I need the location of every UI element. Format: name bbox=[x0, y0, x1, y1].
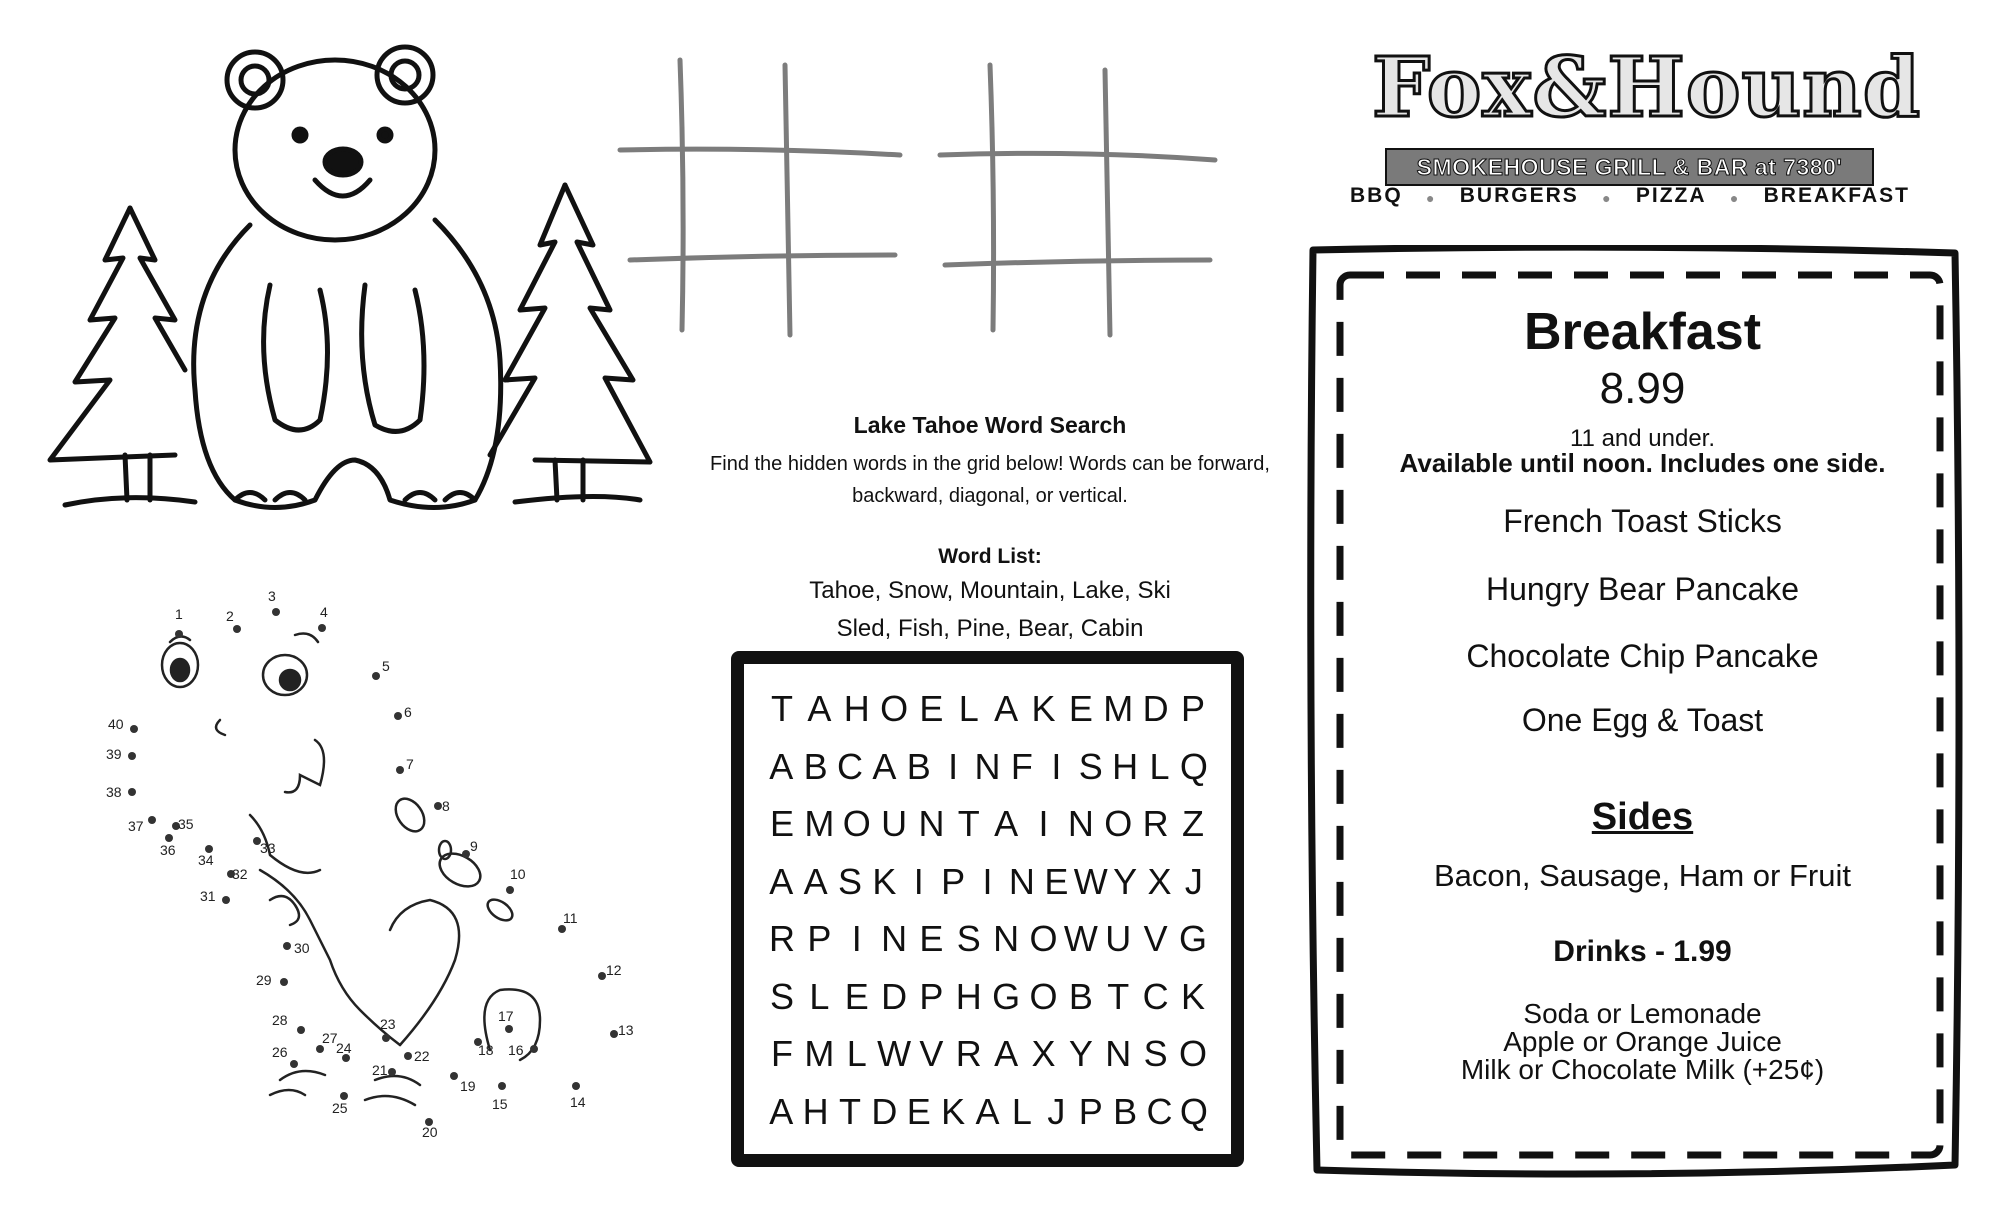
drink-item: Soda or Lemonade bbox=[1523, 998, 1762, 1029]
word-search-letter[interactable]: N bbox=[1105, 1033, 1132, 1074]
word-list-label: Word List: bbox=[938, 545, 1042, 568]
word-search-letter[interactable]: F bbox=[1010, 745, 1033, 787]
tag-separator-icon: ● bbox=[1602, 190, 1613, 206]
word-search-letter[interactable]: Y bbox=[1068, 1033, 1093, 1074]
word-search-letter[interactable]: J bbox=[1047, 1090, 1066, 1132]
tag-breakfast: BREAKFAST bbox=[1763, 184, 1910, 207]
word-search-letter[interactable]: K bbox=[1180, 975, 1205, 1017]
word-search-letter[interactable]: A bbox=[807, 688, 832, 729]
word-search-letter[interactable]: K bbox=[941, 1090, 966, 1132]
dot-label: 34 bbox=[198, 852, 214, 868]
word-search-letter[interactable]: S bbox=[1078, 745, 1103, 787]
dot-label: 28 bbox=[272, 1012, 288, 1028]
word-search-letter[interactable]: O bbox=[1104, 803, 1133, 844]
word-search-letter[interactable]: Z bbox=[1181, 803, 1204, 844]
tag-separator-icon: ● bbox=[1425, 190, 1437, 206]
drinks-title: Drinks - 1.99 bbox=[1553, 935, 1732, 968]
dot-label: 11 bbox=[563, 910, 578, 926]
word-search-letter[interactable]: H bbox=[802, 1090, 829, 1132]
word-search-letter[interactable]: Q bbox=[1179, 745, 1208, 787]
word-search-letter[interactable]: W bbox=[877, 1033, 912, 1074]
bear-illustration bbox=[35, 30, 655, 530]
dot-label: 3 bbox=[268, 588, 276, 604]
dot-label: 12 bbox=[606, 962, 622, 978]
word-search-letter[interactable]: L bbox=[1011, 1090, 1032, 1132]
word-search-letter[interactable]: P bbox=[807, 918, 832, 959]
word-search-letter[interactable]: B bbox=[803, 745, 828, 787]
tag-pizza: PIZZA bbox=[1635, 184, 1707, 207]
word-search-letter[interactable]: B bbox=[1113, 1090, 1138, 1132]
word-search-row bbox=[764, 1029, 1211, 1079]
word-search-letter[interactable]: E bbox=[919, 918, 944, 959]
word-search-letter[interactable]: S bbox=[956, 918, 981, 959]
word-list-line-2: Sled, Fish, Pine, Bear, Cabin bbox=[836, 615, 1144, 642]
dot-label: 1 bbox=[175, 606, 183, 622]
word-search-row bbox=[764, 914, 1211, 964]
word-search-letter[interactable]: X bbox=[1147, 860, 1172, 902]
word-search-letter[interactable]: V bbox=[1143, 918, 1168, 959]
dot-label: 39 bbox=[106, 746, 122, 762]
word-search-letter[interactable]: E bbox=[919, 688, 944, 729]
word-search-letter[interactable]: C bbox=[1146, 1090, 1173, 1132]
word-search-letter[interactable]: N bbox=[993, 918, 1020, 959]
menu-title: Breakfast bbox=[1523, 303, 1762, 361]
menu-age-note: 11 and under. bbox=[1569, 425, 1716, 452]
menu-item: One Egg & Toast bbox=[1521, 702, 1764, 738]
logo-tagline bbox=[1350, 184, 1910, 212]
word-search-row bbox=[764, 684, 1211, 734]
word-search-letter[interactable]: H bbox=[955, 975, 982, 1017]
word-search-letter[interactable]: U bbox=[881, 803, 908, 844]
word-search-letter[interactable]: S bbox=[1143, 1033, 1168, 1074]
dot-label: 13 bbox=[618, 1022, 634, 1038]
dot-label: 7 bbox=[406, 756, 414, 772]
word-search-letter[interactable]: G bbox=[992, 975, 1021, 1017]
word-search-letter[interactable]: A bbox=[975, 1090, 1000, 1132]
word-search-letter[interactable]: F bbox=[771, 1033, 793, 1074]
word-search-letter[interactable]: O bbox=[1029, 975, 1058, 1017]
word-search-letter[interactable]: Q bbox=[1179, 1090, 1208, 1132]
word-search-letter[interactable]: J bbox=[1184, 860, 1203, 902]
word-search-letter[interactable]: C bbox=[1142, 975, 1169, 1017]
word-search-letter[interactable]: W bbox=[1063, 918, 1098, 959]
word-search-letter[interactable]: A bbox=[872, 745, 897, 787]
word-search-letter[interactable]: B bbox=[906, 745, 931, 787]
word-search-letter[interactable]: N bbox=[881, 918, 908, 959]
dot-label: 30 bbox=[294, 940, 310, 956]
word-list-line-1: Tahoe, Snow, Mountain, Lake, Ski bbox=[809, 577, 1171, 604]
drink-item: Apple or Orange Juice bbox=[1503, 1026, 1782, 1057]
word-search-letter[interactable]: A bbox=[769, 745, 794, 787]
dot-label: 33 bbox=[260, 840, 276, 856]
word-search-letter[interactable]: O bbox=[1029, 918, 1058, 959]
word-search-letter[interactable]: A bbox=[803, 860, 828, 902]
word-search-row bbox=[764, 972, 1211, 1022]
drink-item: Milk or Chocolate Milk (+25¢) bbox=[1460, 1054, 1825, 1085]
dot-label: 37 bbox=[128, 818, 144, 834]
word-search-letter[interactable]: E bbox=[1068, 688, 1093, 729]
instructions-line-1: Find the hidden words in the grid below! Words can be forward, bbox=[710, 453, 1270, 475]
dot-label: 15 bbox=[492, 1096, 508, 1112]
dot-label: 38 bbox=[106, 784, 122, 800]
dot-label: 23 bbox=[380, 1016, 396, 1032]
word-search-letter[interactable]: W bbox=[1073, 860, 1108, 902]
word-search-letter[interactable]: A bbox=[994, 688, 1019, 729]
word-search-letter[interactable]: T bbox=[838, 1090, 861, 1132]
word-search-letter[interactable]: N bbox=[918, 803, 945, 844]
restaurant-logo: Fox&Hound bbox=[1372, 40, 1922, 136]
word-search-letter[interactable]: G bbox=[1178, 918, 1207, 959]
word-search-letter[interactable]: N bbox=[1008, 860, 1035, 902]
word-search-letter[interactable]: M bbox=[804, 1033, 835, 1074]
word-search-letter[interactable]: P bbox=[941, 860, 966, 902]
dot-label: 16 bbox=[508, 1042, 524, 1058]
dot-label: 31 bbox=[200, 888, 216, 904]
word-search-letter[interactable]: I bbox=[948, 745, 959, 787]
word-search-letter[interactable]: N bbox=[1067, 803, 1094, 844]
dot-label: 18 bbox=[478, 1042, 494, 1058]
word-search-letter[interactable]: E bbox=[1044, 860, 1069, 902]
dinosaur-dot-to-dot bbox=[100, 580, 660, 1140]
word-search-letter[interactable]: I bbox=[851, 918, 862, 959]
word-search-letter[interactable]: L bbox=[1149, 745, 1170, 787]
dot-label: 4 bbox=[320, 604, 328, 620]
word-search-letter[interactable]: T bbox=[771, 688, 793, 729]
word-search-letter[interactable]: A bbox=[769, 860, 794, 902]
dot-label: 21 bbox=[372, 1062, 388, 1078]
word-search-letter[interactable]: O bbox=[880, 688, 909, 729]
dot-label: 36 bbox=[160, 842, 176, 858]
word-search-letter[interactable]: R bbox=[1142, 803, 1169, 844]
word-search-letter[interactable]: K bbox=[1031, 688, 1056, 729]
word-search-letter[interactable]: U bbox=[1105, 918, 1132, 959]
dot-label: 5 bbox=[382, 658, 390, 674]
dot-label: 14 bbox=[570, 1094, 586, 1110]
bear-body bbox=[194, 220, 501, 508]
word-search-letter[interactable]: H bbox=[843, 688, 870, 729]
word-search-letter[interactable]: I bbox=[1038, 803, 1049, 844]
word-search-letter[interactable]: S bbox=[769, 975, 794, 1017]
dot-label: 2 bbox=[226, 608, 234, 624]
dot-label: 24 bbox=[336, 1040, 352, 1056]
word-search-letter[interactable]: R bbox=[955, 1033, 982, 1074]
dot-label: 29 bbox=[256, 972, 272, 988]
word-search-letter[interactable]: P bbox=[919, 975, 944, 1017]
word-search-title: Lake Tahoe Word Search bbox=[853, 412, 1127, 438]
word-search-letter[interactable]: Y bbox=[1113, 860, 1138, 902]
menu-item: Hungry Bear Pancake bbox=[1485, 571, 1800, 607]
word-search-letter[interactable]: I bbox=[913, 860, 924, 902]
word-search-letter[interactable]: D bbox=[881, 975, 908, 1017]
word-search-letter[interactable]: B bbox=[1068, 975, 1093, 1017]
menu-availability-note: Available until noon. Includes one side. bbox=[1399, 448, 1886, 478]
dot-label: 9 bbox=[470, 838, 478, 854]
word-search-letter[interactable]: T bbox=[957, 803, 980, 844]
word-search-instructions bbox=[700, 448, 1280, 512]
sides-title: Sides bbox=[1591, 796, 1694, 838]
tag-bbq: BBQ bbox=[1350, 184, 1403, 207]
word-search-letter[interactable]: A bbox=[769, 1090, 794, 1132]
word-search-grid bbox=[731, 651, 1244, 1167]
word-search-letter[interactable]: H bbox=[1112, 745, 1139, 787]
word-search-letter[interactable]: X bbox=[1031, 1033, 1056, 1074]
word-search-letter[interactable]: K bbox=[872, 860, 897, 902]
word-search-letter[interactable]: D bbox=[871, 1090, 898, 1132]
dot-label: 35 bbox=[178, 816, 194, 832]
word-search-letter[interactable]: V bbox=[919, 1033, 944, 1074]
word-search-letter[interactable]: E bbox=[906, 1090, 931, 1132]
dot-label: 10 bbox=[510, 866, 526, 882]
dot-label: 40 bbox=[108, 716, 124, 732]
instructions-line-2: backward, diagonal, or vertical. bbox=[852, 485, 1128, 507]
word-search-row bbox=[764, 1087, 1211, 1137]
menu-item: Chocolate Chip Pancake bbox=[1466, 638, 1819, 674]
dot-label: 20 bbox=[422, 1124, 438, 1140]
word-search-letter[interactable]: L bbox=[846, 1033, 867, 1074]
dot-label: 27 bbox=[322, 1030, 338, 1046]
word-search-letter[interactable]: L bbox=[958, 688, 979, 729]
dot-label: 25 bbox=[332, 1100, 348, 1116]
word-search-letter[interactable]: A bbox=[994, 803, 1019, 844]
word-search-letter[interactable]: R bbox=[769, 918, 795, 959]
tag-burgers: BURGERS bbox=[1459, 184, 1579, 207]
word-search-letter[interactable]: E bbox=[844, 975, 869, 1017]
dot-label: 19 bbox=[460, 1078, 476, 1094]
word-search-letter[interactable]: O bbox=[1178, 1033, 1207, 1074]
dot-label: 6 bbox=[404, 704, 412, 720]
word-search-letter[interactable]: P bbox=[1180, 688, 1205, 729]
menu-item: French Toast Sticks bbox=[1503, 503, 1782, 539]
word-search-letter[interactable]: M bbox=[1103, 688, 1134, 729]
tic-tac-toe-grids bbox=[610, 55, 1230, 345]
word-search-letter[interactable]: D bbox=[1142, 688, 1169, 729]
word-search-letter[interactable]: A bbox=[994, 1033, 1019, 1074]
dot-label: 22 bbox=[414, 1048, 430, 1064]
word-search-letter[interactable]: L bbox=[809, 975, 830, 1017]
word-search-letter[interactable]: I bbox=[1051, 745, 1062, 787]
logo-subtitle: SMOKEHOUSE GRILL & BAR at 7380' bbox=[1385, 148, 1874, 186]
left-tree bbox=[50, 208, 175, 460]
word-search-letter[interactable]: S bbox=[837, 860, 862, 902]
word-search-letter[interactable]: T bbox=[1107, 975, 1130, 1017]
word-search-letter[interactable]: M bbox=[804, 803, 835, 844]
word-search-letter[interactable]: P bbox=[1078, 1090, 1103, 1132]
word-search-letter[interactable]: O bbox=[842, 803, 871, 844]
word-search-row bbox=[764, 799, 1211, 849]
word-search-letter[interactable]: E bbox=[769, 803, 794, 844]
dot-label: 26 bbox=[272, 1044, 288, 1060]
word-search-letter[interactable]: N bbox=[974, 745, 1001, 787]
tag-separator-icon: ● bbox=[1729, 190, 1741, 206]
word-search-letter[interactable]: C bbox=[836, 745, 863, 787]
sides-items: Bacon, Sausage, Ham or Fruit bbox=[1434, 858, 1851, 893]
dot-label: 32 bbox=[232, 866, 248, 882]
word-search-row bbox=[764, 857, 1211, 907]
word-search-letter[interactable]: I bbox=[982, 860, 993, 902]
word-search-row bbox=[764, 742, 1211, 792]
dot-label: 17 bbox=[498, 1008, 514, 1024]
dot-label: 8 bbox=[442, 798, 450, 814]
menu-price: 8.99 bbox=[1599, 364, 1686, 413]
